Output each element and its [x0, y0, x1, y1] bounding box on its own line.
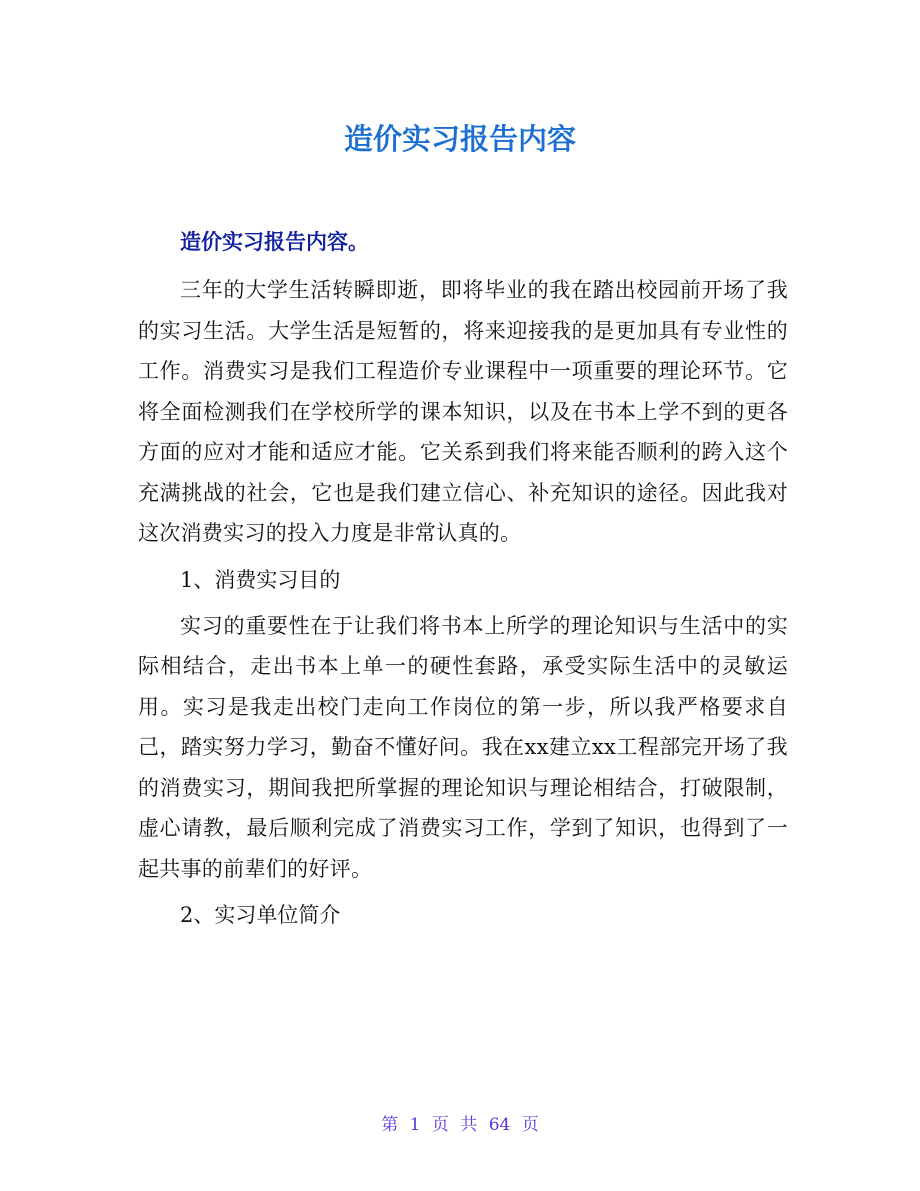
intro-paragraph: 三年的大学生活转瞬即逝，即将毕业的我在踏出校园前开场了我的实习生活。大学生活是短暂的，将来迎接我的是更加具有专业性的工作。消费实习是我们工程造价专业课程中一项重要的理论环节。它将全面检测我们在学校所学的课本知识，以及在书本上学不到的更各方面的应对才能和适应才能。它关系到我们将来能否顺利的跨入这个充满挑战的社会，它也是我们建立信心、补充知识的途径。因此我对这次消费实习的投入力度是非常认真的。: [138, 278, 788, 545]
document-body: [138, 222, 788, 941]
purpose-paragraph: 实习的重要性在于让我们将书本上所学的理论知识与生活中的实际相结合，走出书本上单一的硬性套路，承受实际生活中的灵敏运用。实习是我走出校门走向工作岗位的第一步，所以我严格要求自己，踏实努力学习，勤奋不懂好问。我在xx建立xx工程部完开场了我的消费实习，期间我把所掌握的理论知识与理论相结合，打破限制，虚心请教，最后顺利完成了消费实习工作，学到了知识，也得到了一起共事的前辈们的好评。: [138, 613, 788, 881]
document-title: 造价实习报告内容: [343, 122, 576, 156]
section-heading-purpose: 1、消费实习目的: [180, 567, 341, 592]
page-number-footer: 第 1 页 共 64 页: [381, 1115, 539, 1135]
section-heading-unit-intro: 2、实习单位简介: [180, 903, 341, 927]
document-subtitle: 造价实习报告内容。: [180, 230, 369, 254]
